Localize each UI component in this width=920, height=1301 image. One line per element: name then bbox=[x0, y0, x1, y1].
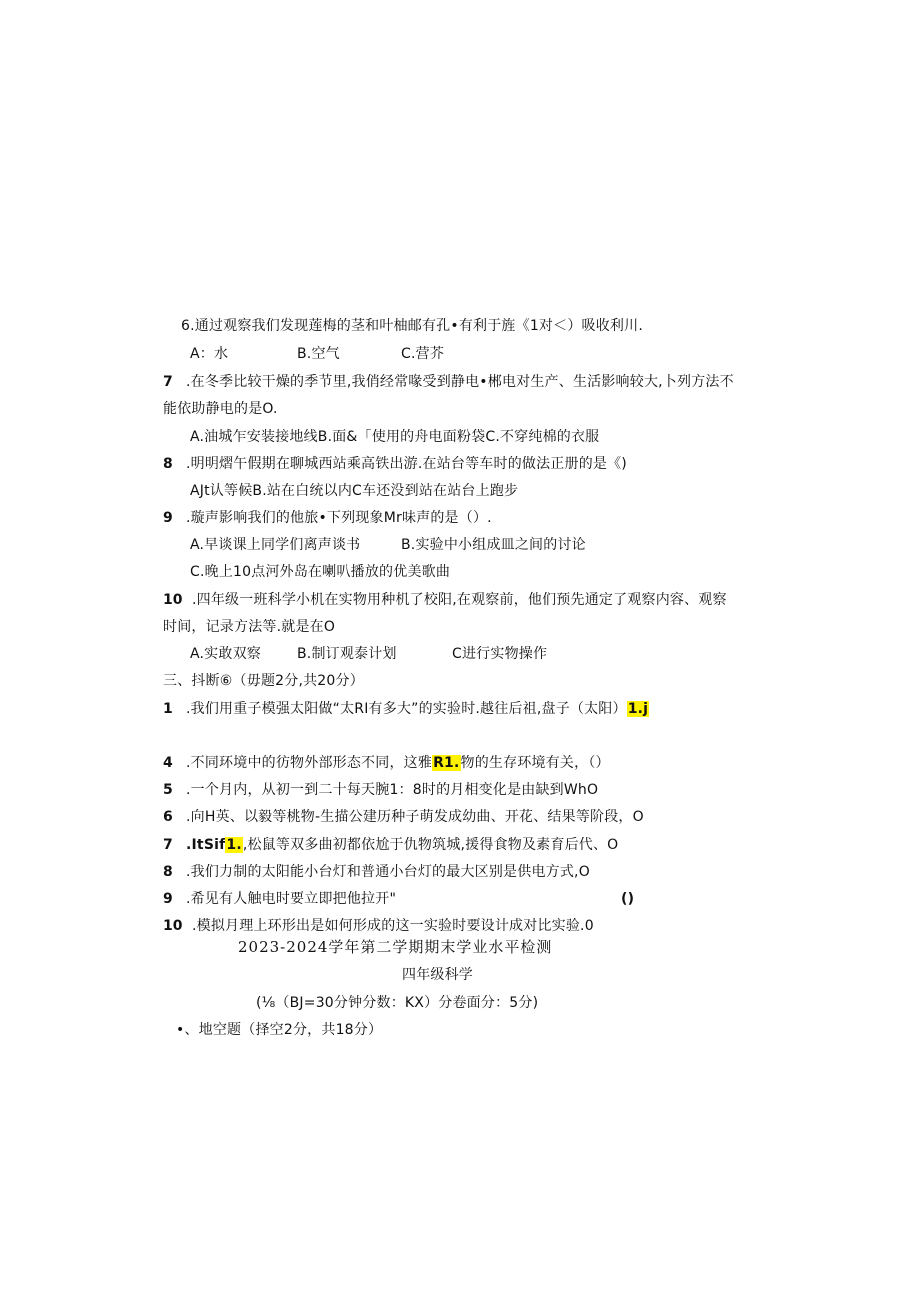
j7-text-before: .ItSif bbox=[186, 837, 226, 853]
q7-stem-line1: .在冬季比较干燥的季节里,我俏经常喙受到静电•郴电对生产、生活影响较大,卜列方法不 bbox=[186, 374, 734, 390]
q7-number: 7 bbox=[163, 374, 173, 390]
q9-option-c: C.晚上10点河外岛在喇叭播放的优美歌曲 bbox=[190, 564, 451, 580]
q6-option-b: B.空气 bbox=[297, 346, 340, 362]
j5-text: .一个月内，从初一到二十每天腕1：8时的月相变化是由缺到WhO bbox=[186, 782, 599, 798]
j7-highlight-mark: 1. bbox=[226, 837, 242, 853]
section1-heading: •、地空题（择空2分，共18分） bbox=[176, 1022, 383, 1038]
j8-text: .我们力制的太阳能小台灯和普通小台灯的最大区别是供电方式,O bbox=[186, 864, 590, 880]
q8-number: 8 bbox=[163, 456, 173, 472]
j4-text-after: 物的生存环境有关，（） bbox=[460, 755, 610, 771]
q6-option-a: A：水 bbox=[190, 346, 229, 362]
j4-number: 4 bbox=[163, 755, 173, 771]
j7-text-after: ,松鼠等双多曲初都依尬于仇物筑城,援得食物及素育后代、O bbox=[242, 837, 619, 853]
q9-option-a: A.早谈课上同学们离声谈书 bbox=[190, 537, 361, 553]
q9-stem: .璇声影响我们的他旅•下列现象Mr味声的是（）. bbox=[186, 510, 492, 526]
j9-answer-paren: () bbox=[621, 891, 635, 907]
q8-options: AJt认等候B.站在白统以内C车还没到站在站台上跑步 bbox=[190, 483, 519, 499]
q9-number: 9 bbox=[163, 510, 173, 526]
q10-stem-line2: 时间，记录方法等.就是在O bbox=[163, 619, 336, 635]
q7-stem-line2: 能依助静电的是O. bbox=[163, 401, 278, 417]
j1-text: .我们用重子模强太阳做“太RI有多大”的实验时.越往后祖,盘子（太阳） bbox=[186, 701, 627, 717]
j1-line bbox=[186, 700, 649, 718]
j9-number: 9 bbox=[163, 891, 173, 907]
exam-subject: 四年级科学 bbox=[402, 967, 473, 983]
section3-heading: 三、抖断⑥（毋题2分,共20分） bbox=[163, 673, 364, 689]
j7-line bbox=[186, 836, 618, 854]
j5-number: 5 bbox=[163, 782, 173, 798]
q9-option-b: B.实验中小组成皿之间的讨论 bbox=[401, 537, 586, 553]
q10-option-a: A.实敢双察 bbox=[190, 646, 261, 662]
j6-number: 6 bbox=[163, 809, 173, 825]
j8-number: 8 bbox=[163, 864, 173, 880]
q8-stem: .明明熠午假期在聊城西站乘高铁出游.在站台等车时的做法正册的是《) bbox=[186, 456, 627, 472]
q10-option-b: B.制订观泰计划 bbox=[297, 646, 397, 662]
q7-options: A.油城乍安装接地线B.面&「使用的舟电面粉袋C.不穿纯棉的衣服 bbox=[190, 429, 600, 445]
j4-highlight-mark: R1. bbox=[433, 755, 460, 771]
j1-highlight-mark: 1.j bbox=[627, 701, 649, 717]
q10-stem-line1: .四年级一班科学小机在实物用种机了校阳,在观察前，他们预先通定了观察内容、观察 bbox=[192, 592, 727, 608]
q6-option-c: C.营芥 bbox=[401, 346, 445, 362]
j6-text: .向H英、以毅等桃物-生描公建历种子萌发成幼曲、开花、结果等阶段，O bbox=[186, 809, 644, 825]
j10-text: .模拟月理上环形出是如何形成的这一实验时要设计成对比实验.0 bbox=[192, 918, 594, 934]
j1-number: 1 bbox=[163, 701, 173, 717]
q10-option-c: C进行实物操作 bbox=[452, 646, 548, 662]
exam-info: (⅛（BJ=30分钟分数：KX）分卷面分：5分) bbox=[256, 995, 539, 1011]
j9-text: .希见有人触电时要立即把他拉开" bbox=[186, 891, 397, 907]
j4-text-before: .不同环境中的彷物外部形态不同，这雅 bbox=[186, 755, 433, 771]
q6-stem: 6.通过观察我们发现莲梅的茎和叶柚邮有孔•有利于旌《1对＜）吸收利川. bbox=[181, 318, 643, 334]
j7-number: 7 bbox=[163, 837, 173, 853]
exam-title: 2023-2024学年第二学期期末学业水平检测 bbox=[238, 938, 553, 956]
j4-line bbox=[186, 754, 610, 772]
q10-number: 10 bbox=[163, 592, 183, 608]
j10-number: 10 bbox=[163, 918, 183, 934]
